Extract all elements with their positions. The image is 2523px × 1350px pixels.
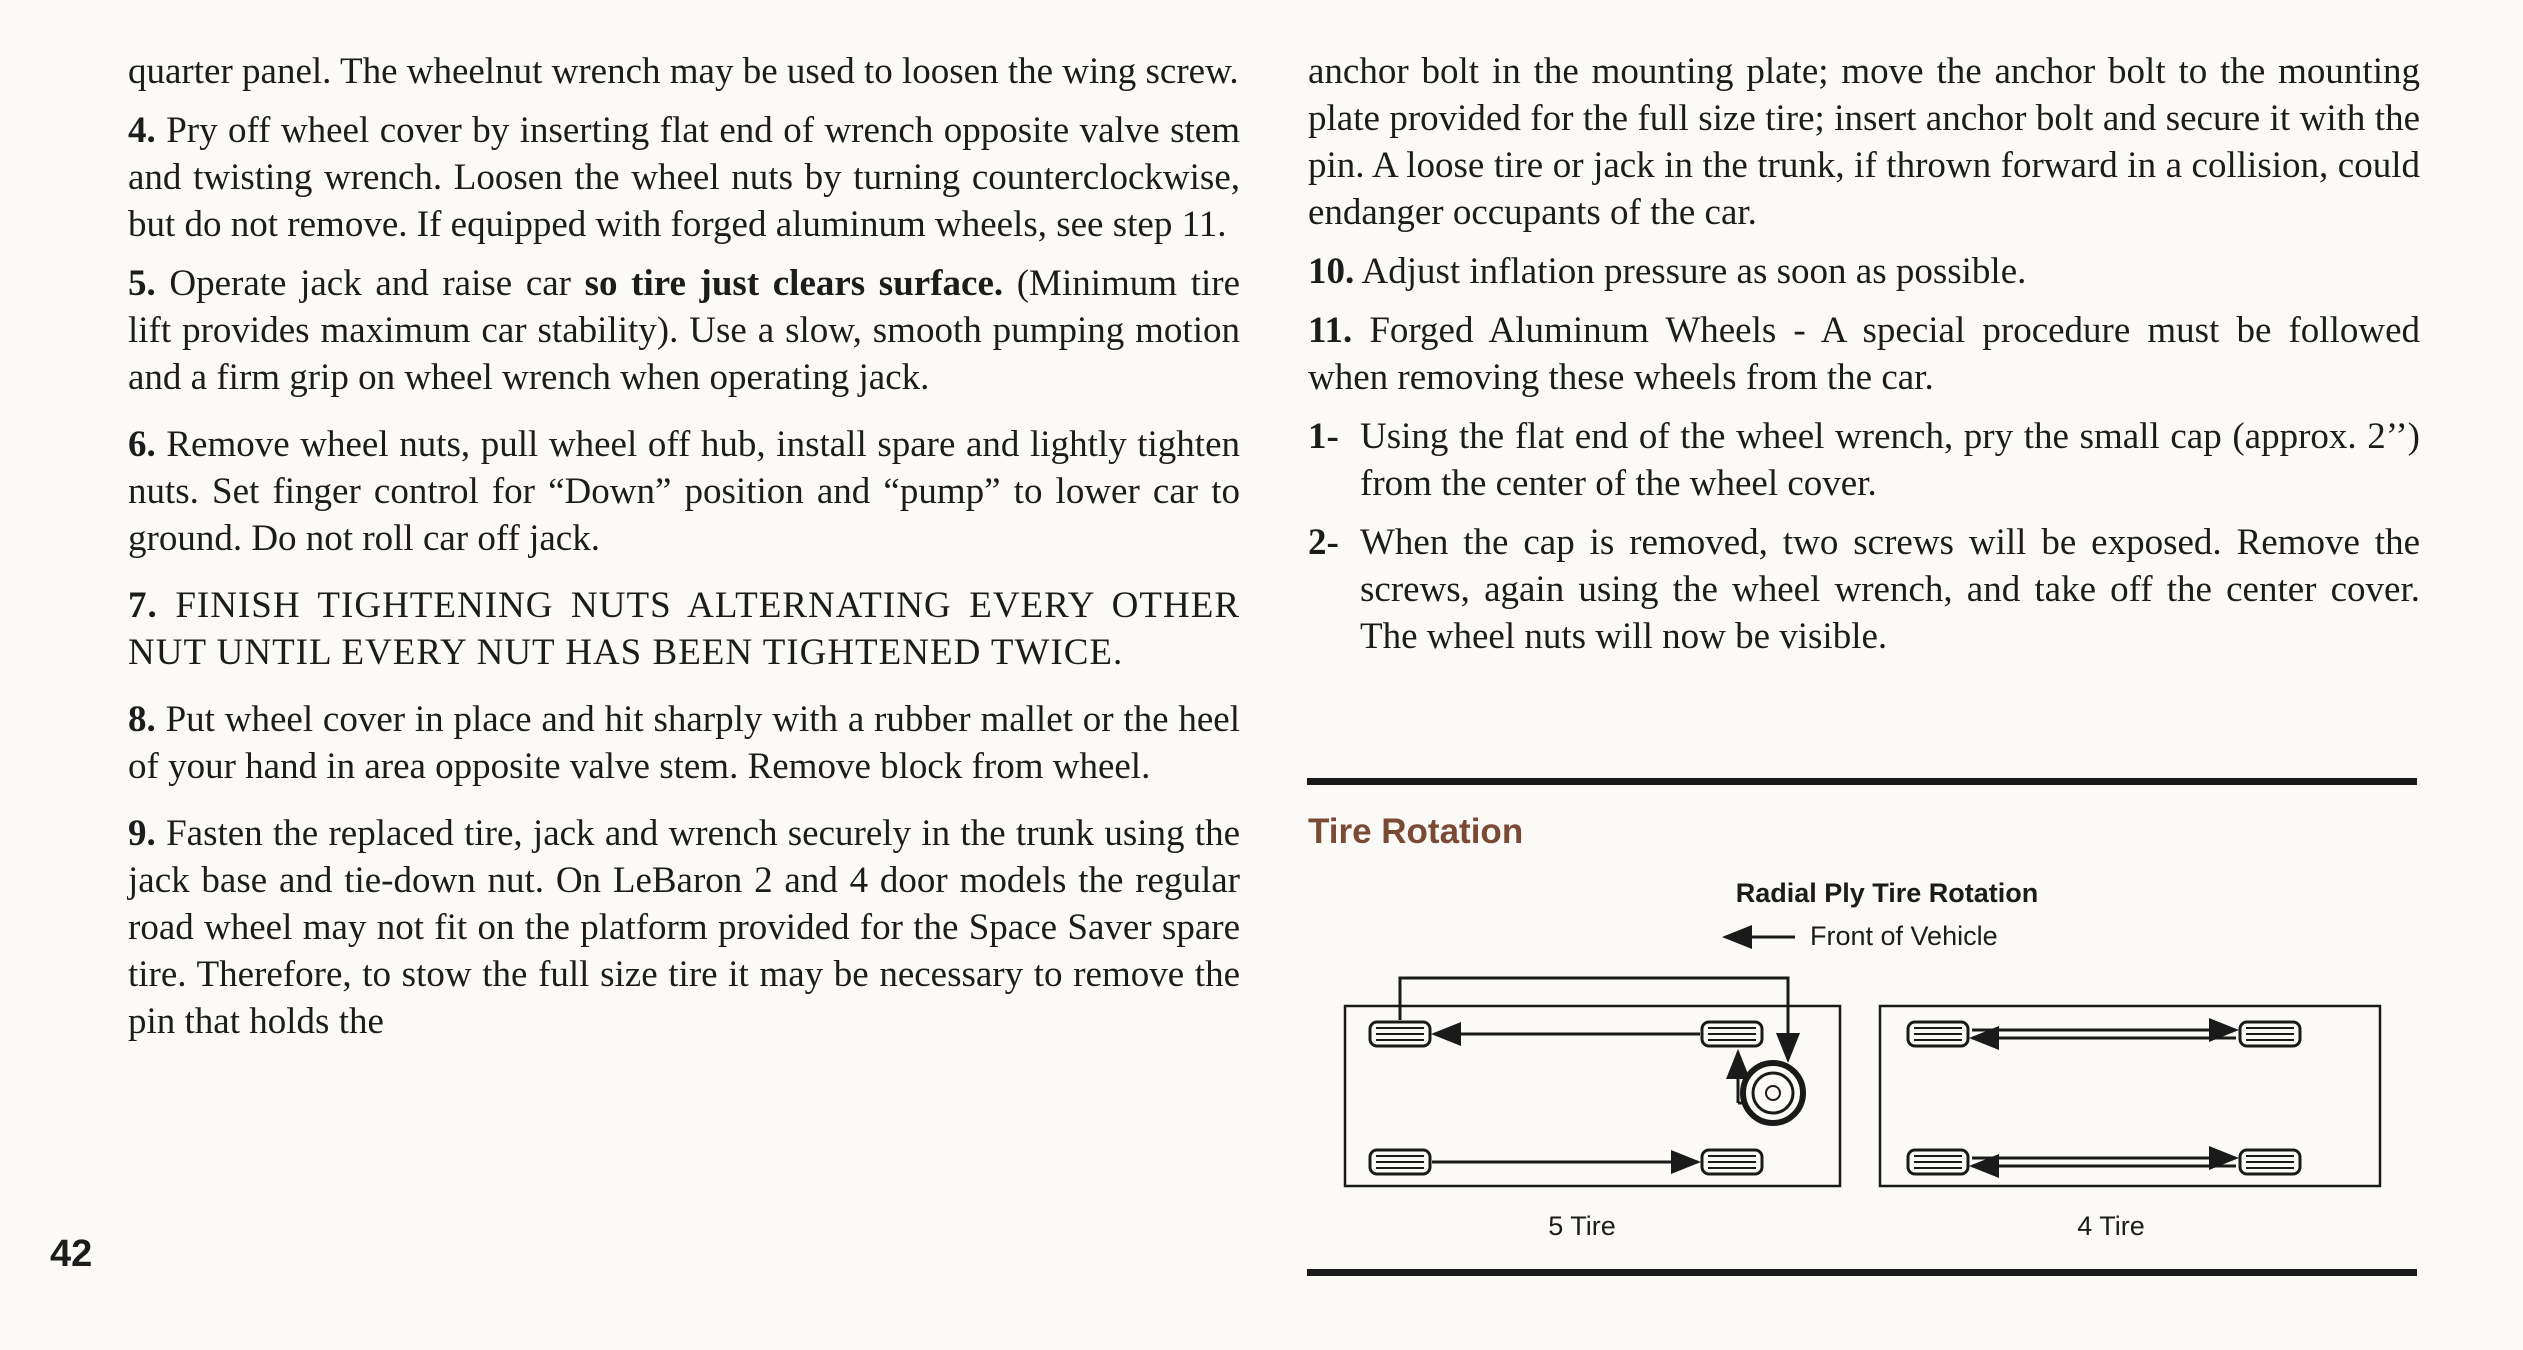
step-4-text: Pry off wheel cover by inserting flat end of wrench opposite valve stem and twisting wrench. Loosen the wheel nuts by turning counterclockwise, but do not remove. If equipped with forged aluminum wheels, see step 11. (128, 110, 1241, 245)
step-10-number: 10. (1308, 251, 1355, 292)
step-5-text-b: (Minimum tire lift provides maximum car stability). Use a slow, smooth pumping motion and a firm grip on wheel wrench when operating jack. (128, 263, 1240, 398)
step-4 (128, 107, 1240, 248)
step-6-text: Remove wheel nuts, pull wheel off hub, install spare and lightly tighten nuts. Set finger control for “Down” position and “pump” to lower car to ground. Do not roll car off jack. (128, 424, 1241, 559)
step-7-text: FINISH TIGHTENING NUTS ALTERNATING EVERY OTHER NUT UNTIL EVERY NUT HAS BEEN TIGHTENED TWICE. (128, 585, 1241, 673)
substep-2 (1308, 519, 2420, 660)
step-10-text: Adjust inflation pressure as soon as possible. (1361, 251, 2027, 292)
step-8 (128, 696, 1240, 790)
substep-1-text: Using the flat end of the wheel wrench, pry the small cap (approx. 2’’) from the center of the wheel cover. (1360, 416, 2420, 504)
tire-icon (1908, 1150, 1968, 1174)
step-6-number: 6. (128, 424, 156, 465)
step-11-text: Forged Aluminum Wheels - A special procedure must be followed when removing these wheels from the car. (1308, 310, 2420, 398)
front-of-vehicle-label: Front of Vehicle (1810, 921, 1998, 951)
tire-icon (1702, 1150, 1762, 1174)
tire-icon (1370, 1022, 1430, 1046)
step-10 (1308, 248, 2420, 295)
tire-icon (2240, 1150, 2300, 1174)
page-number: 42 (50, 1233, 93, 1275)
tire-icon (1908, 1022, 1968, 1046)
substep-2-text: When the cap is removed, two screws will be exposed. Remove the screws, again using the wheel wrench, and take off the center cover. The wheel nuts will now be visible. (1360, 522, 2420, 657)
rotation-arrow-icon (1400, 978, 1788, 1060)
step-5-bold-text: so tire just clears surface. (584, 263, 1004, 304)
four-tire-label: 4 Tire (2077, 1211, 2145, 1241)
step-4-number: 4. (128, 110, 156, 151)
tire-rotation-diagram (1300, 920, 2420, 1210)
continued-text: anchor bolt in the mounting plate; move the anchor bolt to the mounting plate provided for the full size tire; insert anchor bolt and secure it with the pin. A loose tire or jack in the trunk, if thrown forward in a collision, could endanger occupants of the car. (1308, 51, 2420, 233)
spare-tire-icon (1743, 1063, 1803, 1123)
step-9-text: Fasten the replaced tire, jack and wrench securely in the trunk using the jack base and tie-down nut. On LeBaron 2 and 4 door models the regular road wheel may not fit on the platform provided for the Space Saver spare tire. Therefore, to stow the full size tire it may be necessary to remove the pin that holds the (128, 813, 1241, 1042)
right-column (1308, 48, 2420, 672)
step-7-number: 7. (128, 585, 158, 626)
tire-icon (1702, 1022, 1762, 1046)
left-column (128, 48, 1240, 1057)
step-7 (128, 582, 1240, 676)
step-6 (128, 421, 1240, 562)
substep-1 (1308, 413, 2420, 507)
five-tire-label: 5 Tire (1548, 1211, 1616, 1241)
step-8-text: Put wheel cover in place and hit sharply with a rubber mallet or the heel of your hand in area opposite valve stem. Remove block from wheel. (128, 699, 1241, 787)
step-5-text-a: Operate jack and raise car (169, 263, 585, 304)
step-11 (1308, 307, 2420, 401)
tire-icon (1370, 1150, 1430, 1174)
step-8-number: 8. (128, 699, 156, 740)
step-9 (128, 810, 1240, 1045)
intro-paragraph (128, 48, 1240, 95)
section-divider-top (1307, 778, 2417, 785)
step-11-number: 11. (1308, 310, 1353, 351)
step-5-number: 5. (128, 263, 156, 304)
substep-2-label: 2- (1308, 522, 1339, 563)
tire-icon (2240, 1022, 2300, 1046)
continued-paragraph (1308, 48, 2420, 236)
step-9-number: 9. (128, 813, 156, 854)
substep-1-label: 1- (1308, 416, 1339, 457)
intro-text: quarter panel. The wheelnut wrench may be used to loosen the wing screw. (128, 51, 1239, 92)
section-divider-bottom (1307, 1269, 2417, 1276)
step-5 (128, 260, 1240, 401)
figure-title: Radial Ply Tire Rotation (1735, 878, 2039, 908)
tire-rotation-heading: Tire Rotation (1308, 812, 1524, 851)
